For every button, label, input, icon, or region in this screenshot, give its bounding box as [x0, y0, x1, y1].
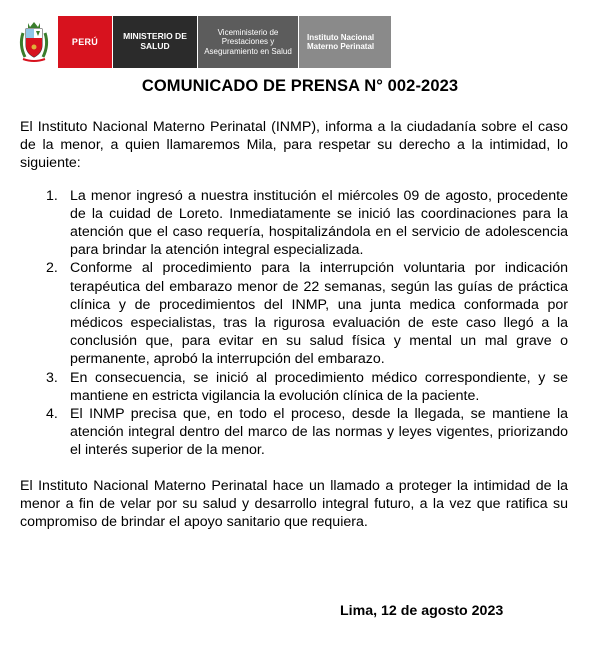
vice-line-2: Prestaciones y [221, 37, 275, 47]
vice-line-3: Aseguramiento en Salud [204, 46, 292, 56]
country-label [58, 16, 112, 68]
numbered-list [20, 187, 568, 460]
intro-paragraph: El Instituto Nacional Materno Perinatal (INMP), informa a la ciudadanía sobre el caso de la menor, a quien llamaremos Mila, para respetar su derecho a la intimidad, lo siguiente: [20, 119, 568, 172]
list-number: 3. [46, 369, 58, 386]
list-item [20, 187, 568, 260]
list-item [20, 369, 568, 405]
list-item-text: Conforme al procedimiento para la interrupción voluntaria por indicación terapéutica del embarazo menor de 22 semanas, según las guías de práctica clínica y de procedimientos del INMP, una junta medica conformada por médicos especialistas, tras la rigurosa evaluación de este caso llegó a la conclusión que, para evitar en su salud física y mental un mal grave o permanente, aprobó la interrupción del embarazo. [70, 260, 568, 368]
country-text: PERÚ [71, 36, 99, 47]
signoff-date: Lima, 12 de agosto 2023 [340, 603, 504, 619]
list-number: 1. [46, 187, 58, 204]
list-item-text: El INMP precisa que, en todo el proceso, desde la llegada, se mantiene la atención integral dentro del marco de las normas y leyes vigentes, priorizando el interés superior de la menor. [70, 406, 568, 459]
closing-paragraph: El Instituto Nacional Materno Perinatal hace un llamado a proteger la intimidad de la menor a fin de velar por su salud y desarrollo integral futuro, a la vez que ratifica su compromiso de brindar el apoyo sanitario que requiera. [20, 477, 568, 531]
document-body [20, 118, 568, 531]
list-item-text: En consecuencia, se inició al procedimiento médico correspondiente, y se mantiene en estricta vigilancia la evolución clínica de la paciente. [70, 369, 568, 404]
list-item-text: La menor ingresó a nuestra institución el miércoles 09 de agosto, procedente de la cuidad de Loreto. Inmediatamente se inició las coordinaciones para la atención que el caso requería, hospitalizándola en el servicio de adolescencia para brindar la atención integral especializada. [70, 187, 568, 259]
institute-line-1: Instituto Nacional [307, 32, 375, 42]
ministry-line-2: SALUD [140, 41, 170, 51]
institute-label [299, 16, 391, 68]
peru-coat-of-arms-icon [12, 16, 56, 68]
list-number: 4. [46, 406, 58, 423]
ministry-line-1: MINISTERIO DE [123, 31, 187, 42]
list-number: 2. [46, 260, 58, 277]
institution-header [12, 16, 391, 68]
viceministry-label [198, 16, 298, 68]
institute-line-2: Materno Perinatal [307, 42, 375, 51]
vice-line-1: Viceministerio de [217, 28, 279, 38]
list-item [20, 259, 568, 368]
document-title: COMUNICADO DE PRENSA N° 002-2023 [141, 77, 459, 95]
ministry-label [113, 16, 197, 68]
list-item [20, 405, 568, 460]
